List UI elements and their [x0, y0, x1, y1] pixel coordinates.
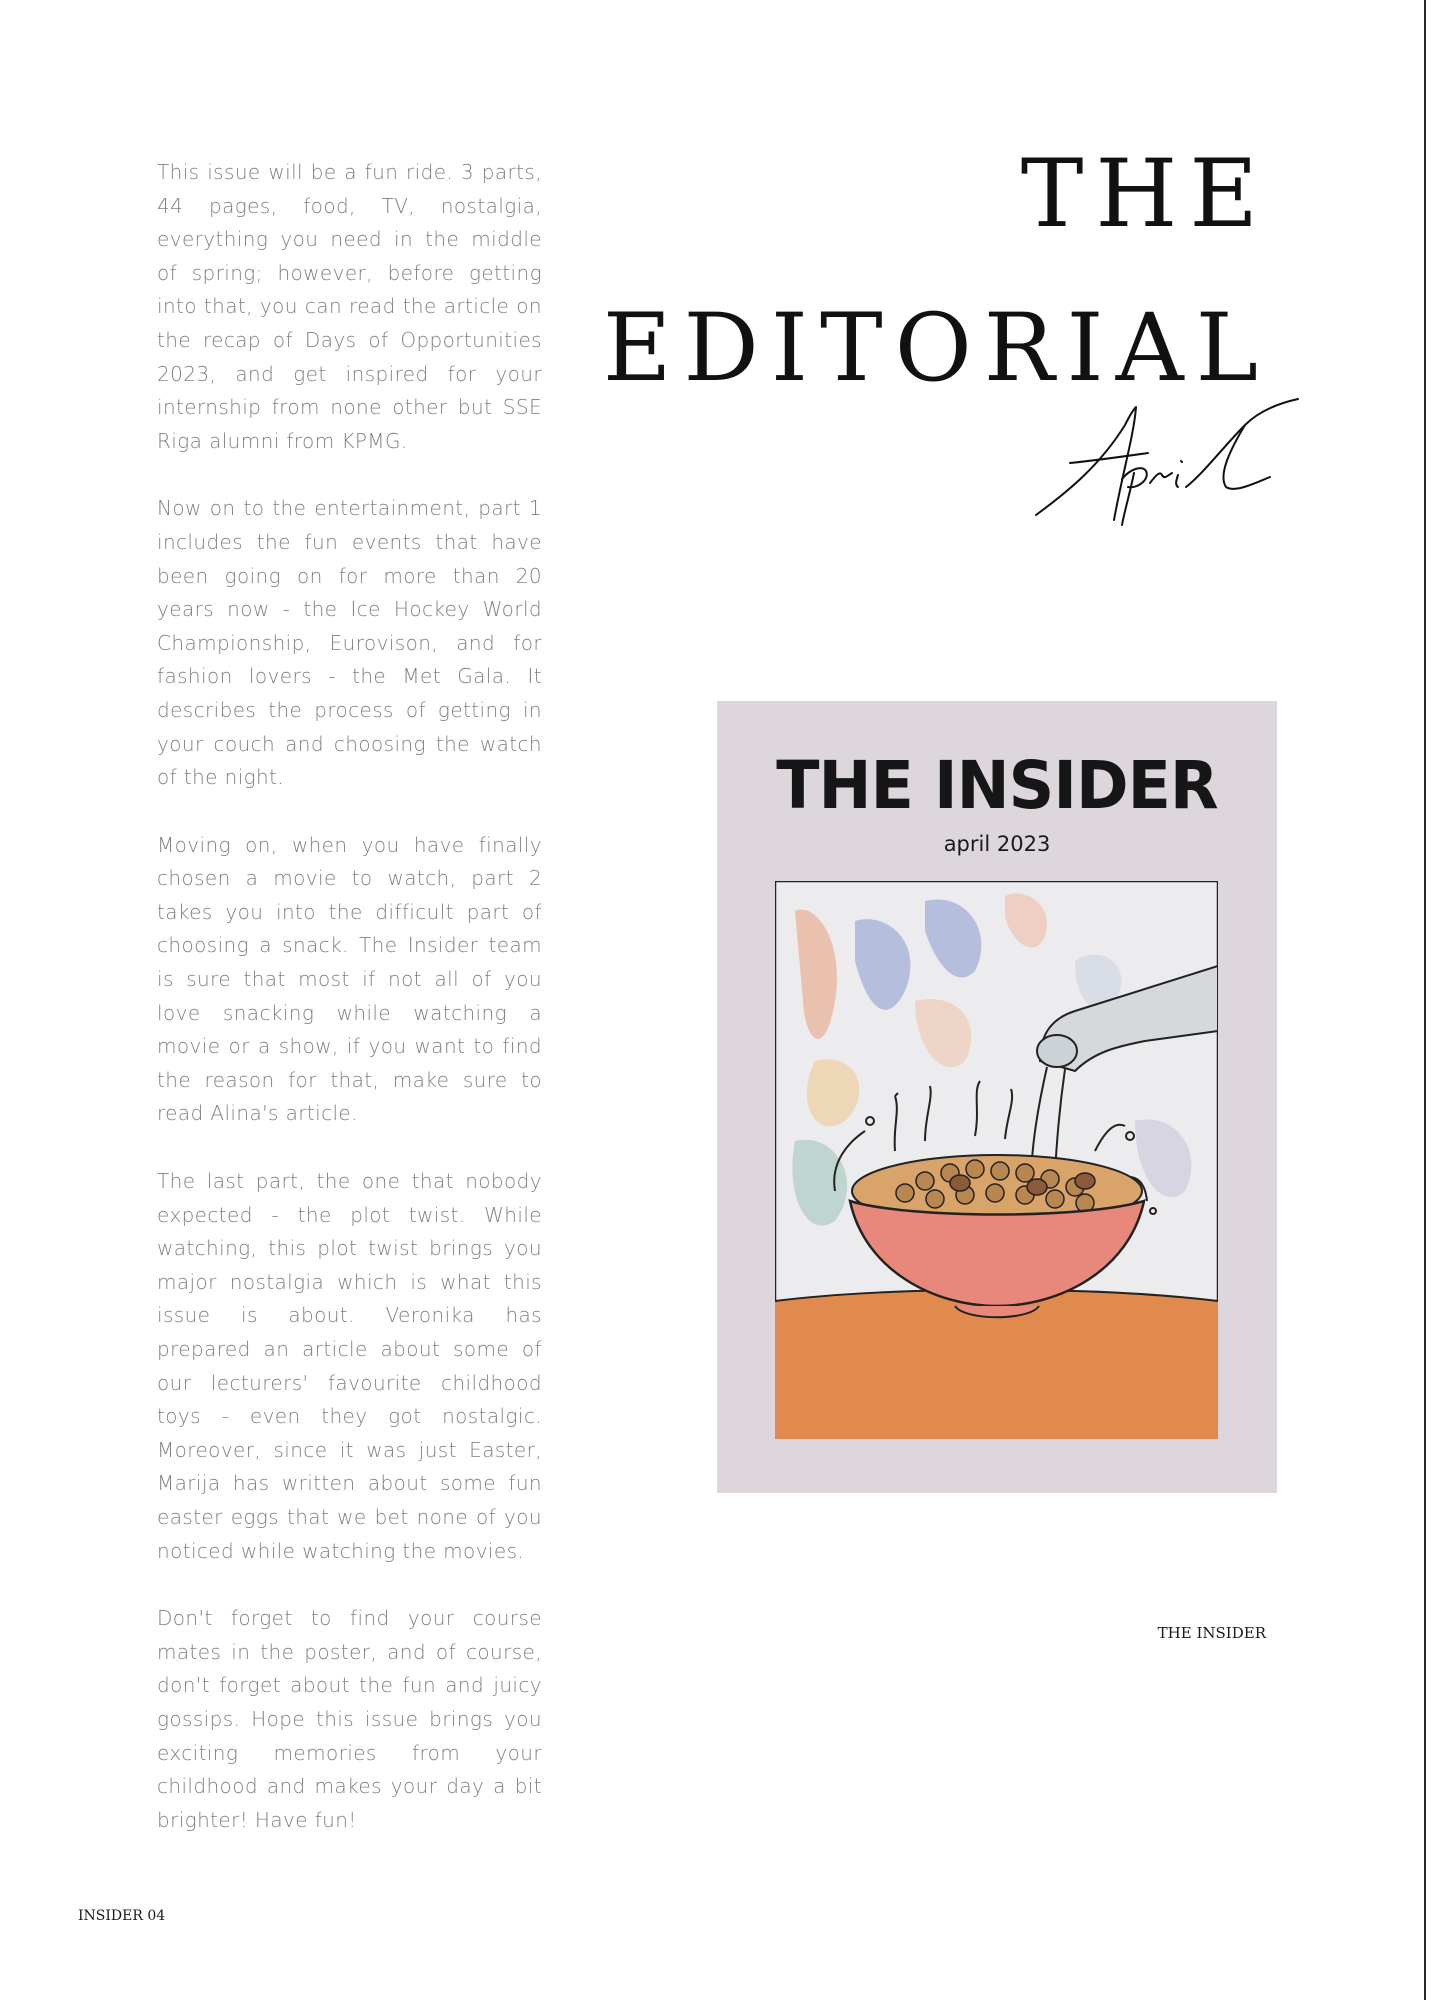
editorial-paragraph-5: Don't forget to find your course mates in the poster, and of course, don't forget about the fun and juicy gossips. Hope this issue brings you exciting memories from your childhood and makes your day a bit brighter! Have fun! [157, 1606, 542, 1832]
cover-date: april 2023 [943, 832, 1051, 856]
editorial-paragraph-4: The last part, the one that nobody expected - the plot twist. While watching, this plot twist brings you major nostalgia which is what this issue is about. Veronika has prepared an article about some of our lecturers' favourite childhood toys - even they got nostalgic. Moreover, since it was just Easter, Marija has written about some fun easter eggs that we bet none of you noticed while watching the movies. [157, 1169, 542, 1563]
cereal-illustration [775, 881, 1218, 1439]
april-script-signature [1030, 395, 1310, 530]
editorial-paragraph-2: Now on to the entertainment, part 1 includes the fun events that have been going on for more than 20 years now - the Ice Hockey World Championship, Eurovison, and for fashion lovers - the Met Gala. It describes the process of getting in your couch and choosing the watch of the night. [157, 496, 542, 790]
magazine-cover [717, 701, 1277, 1493]
page-folio: INSIDER 04 [78, 1908, 166, 1924]
editorial-paragraph-3: Moving on, when you have finally chosen a movie to watch, part 2 takes you into the difficult part of choosing a snack. The Insider team is sure that most if not all of you love snacking while watching a movie or a show, if you want to find the reason for that, make sure to read Alina's article. [157, 832, 542, 1126]
editorial-paragraph-1: This issue will be a fun ride. 3 parts, 44 pages, food, TV, nostalgia, everything you need in the middle of spring; however, before getting into that, you can read the article on the recap of Days of Opportunities 2023, and get inspired for your internship from none other but SSE Riga alumni from KPMG. [157, 160, 542, 453]
title-editorial: EDITORIAL [602, 294, 1270, 403]
brand-caption: THE INSIDER [1157, 1624, 1266, 1642]
editorial-body [157, 156, 542, 1871]
cover-title: THE INSIDER [776, 747, 1218, 824]
page-edge-line [1424, 0, 1426, 2000]
title-the: THE [1020, 140, 1270, 249]
